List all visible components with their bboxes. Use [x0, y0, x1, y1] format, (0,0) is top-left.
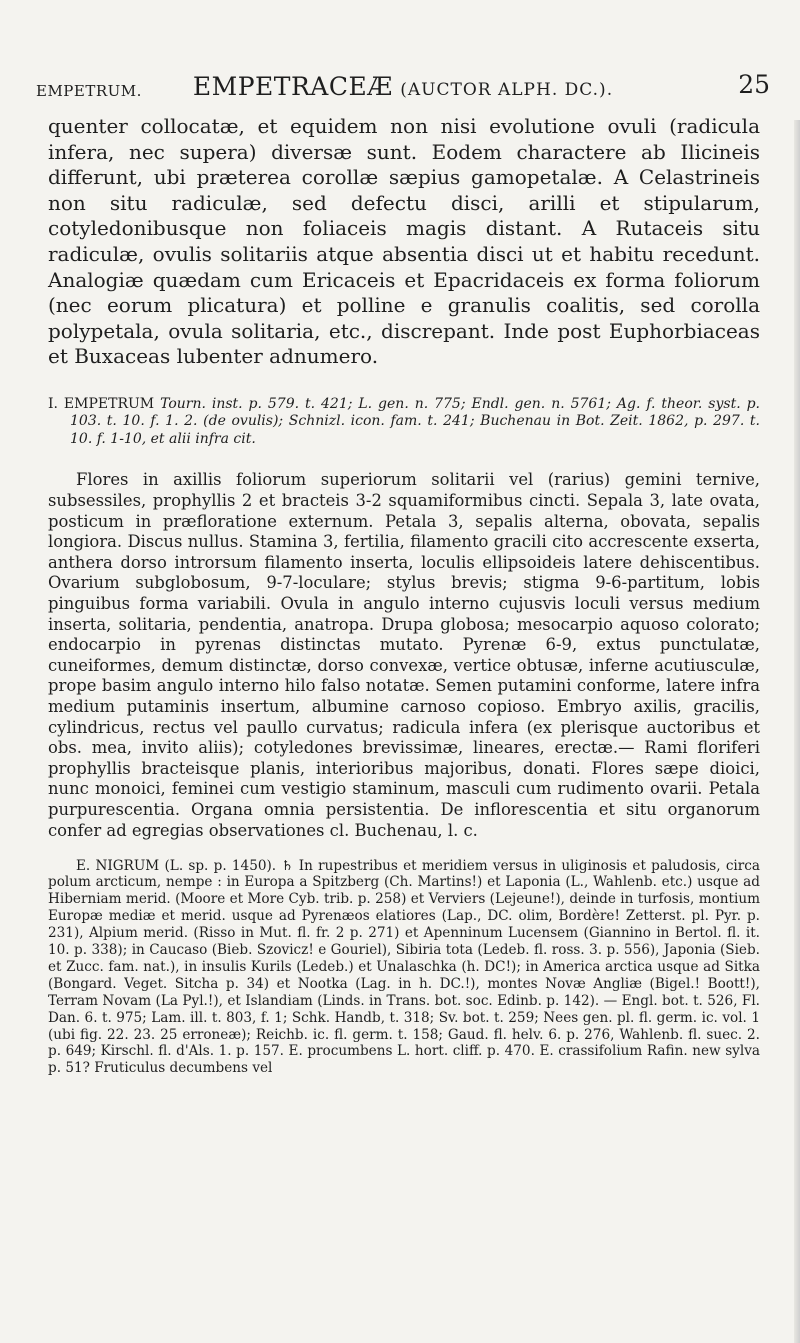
species-name: E. NIGRUM: [76, 857, 160, 874]
genus-references: Tourn. inst. p. 579. t. 421; L. gen. n. 775; Endl. gen. n. 5761; Ag. f. theor. syst. p. 103. t. 10. f. 1. 2. (de ovulis); Schnizl. icon. fam. t. 241; Buchenau in Bot. Zeit. 1862, p. 297. t. 10. f. 1-10, et alii infra cit.: [70, 395, 760, 447]
intro-paragraph: quenter collocatæ, et equidem non nisi evolutione ovuli (radicula infera, nec supera) diversæ sunt. Eodem charactere ab Ilicineis differunt, ubi præterea corollæ sæpius gamopetalæ. A Celastrineis non situ radiculæ, sed defectu disci, arilli et stipularum, cotyledonibusque non foliaceis magis distant. A Rutaceis situ radiculæ, ovulis solitariis atque absentia disci ut et habitu recedunt. Analogiæ quædam cum Ericaceis et Epacridaceis ex forma foliorum (nec eorum plicatura) et polline e granulis coalitis, sed corolla polypetala, ovula solitaria, etc., discrepant. Inde post Euphorbiaceas et Buxaceas lubenter adnumero.: [48, 114, 760, 369]
genus-name: I. EMPETRUM: [48, 395, 155, 412]
genus-description: Flores in axillis foliorum superiorum solitarii vel (rarius) gemini ternive, subsessiles, prophyllis 2 et bracteis 3-2 squamiformibus cincti. Sepala 3, late ovata, posticum in præfloratione externum. Petala 3, sepalis alterna, obovata, sepalis longiora. Discus nullus. Stamina 3, fertilia, filamento gracili cito accrescente exserta, anthera dorso introrsum filamento inserta, loculis ellipsoideis latere dehiscentibus. Ovarium subglobosum, 9-7-loculare; stylus brevis; stigma 9-6-partitum, lobis pinguibus forma variabili. Ovula in angulo interno cujusvis loculi versus medium inserta, solitaria, pendentia, anatropa. Drupa globosa; mesocarpio aquoso colorato; endocarpio in pyrenas distinctas mutato. Pyrenæ 6-9, extus punctulatæ, cuneiformes, demum distinctæ, dorso convexæ, vertice obtusæ, inferne acutiusculæ, prope basim angulo interno hilo falso notatæ. Semen putamini conforme, latere infra medium putaminis insertum, albumine carnoso copioso. Embryo axilis, gracilis, cylindricus, rectus vel paullo curvatus; radicula infera (ex plerisque auctoribus et obs. mea, invito aliis); cotyledones brevissimæ, lineares, erectæ.— Rami floriferi prophyllis bracteisque planis, interioribus majoribus, donati. Flores sæpe dioici, nunc monoici, feminei cum vestigio staminum, masculi cum rudimento ovarii. Petala purpurescentia. Organa omnia persistentia. De inflorescentia et situ organorum confer ad egregias observationes cl. Buchenau, l. c.: [48, 470, 760, 840]
species-text: (L. sp. p. 1450). ♄ In rupestribus et meridiem versus in uliginosis et paludosis, circa polum arcticum, nempe : in Europa a Spitzberg (Ch. Martins!) et Laponia (L., Wahlenb. etc.) usque ad Hiberniam merid. (Moore et More Cyb. trib. p. 258) et Verviers (Lejeune!), deinde in turfosis, montium Europæ mediæ et merid. usque ad Pyrenæos elatiores (Lap., DC. olim, Bordère! Zetterst. pl. Pyr. p. 231), Alpium merid. (Risso in Mut. fl. fr. 2 p. 271) et Apenninum Lucensem (Giannino in Bertol. fl. it. 10. p. 338); in Caucaso (Bieb. Szovicz! e Gouriel), Sibiria tota (Ledeb. fl. ross. 3. p. 556), Japonia (Sieb. et Zucc. fam. nat.), in insulis Kurils (Ledeb.) et Unalaschka (h. DC!); in America arctica usque ad Sitka (Bongard. Veget. Sitcha p. 34) et Nootka (Lag. in h. DC.!), montes Novæ Angliæ (Bigel.! Boott!), Terram Novam (La Pyl.!), et Islandiam (Linds. in Trans. bot. soc. Edinb. p. 142). — Engl. bot. t. 526, Fl. Dan. 6. t. 975; Lam. ill. t. 803, f. 1; Schk. Handb, t. 318; Sv. bot. t. 259; Nees gen. pl. fl. germ. ic. vol. 1 (ubi fig. 22. 23. 25 erroneæ); Reichb. ic. fl. germ. t. 158; Gaud. fl. helv. 6. p. 276, Wahlenb. fl. suec. 2. p. 649; Kirschl. fl. d'Als. 1. p. 157. E. procumbens L. hort. cliff. p. 470. E. crassifolium Rafin. new sylva p. 51? Fruticulus decumbens vel: [48, 857, 760, 1077]
genus-entry: [48, 396, 760, 449]
family-title: EMPETRACEÆ: [192, 72, 393, 101]
running-head-genus: EMPETRUM.: [36, 82, 142, 100]
author-note: (AUCTOR ALPH. DC.).: [400, 80, 614, 100]
running-head: [36, 72, 770, 106]
page-number: 25: [738, 70, 770, 99]
species-entry: [48, 858, 760, 1078]
page-edge-shadow: [794, 120, 800, 1343]
running-head-title: [36, 72, 770, 101]
